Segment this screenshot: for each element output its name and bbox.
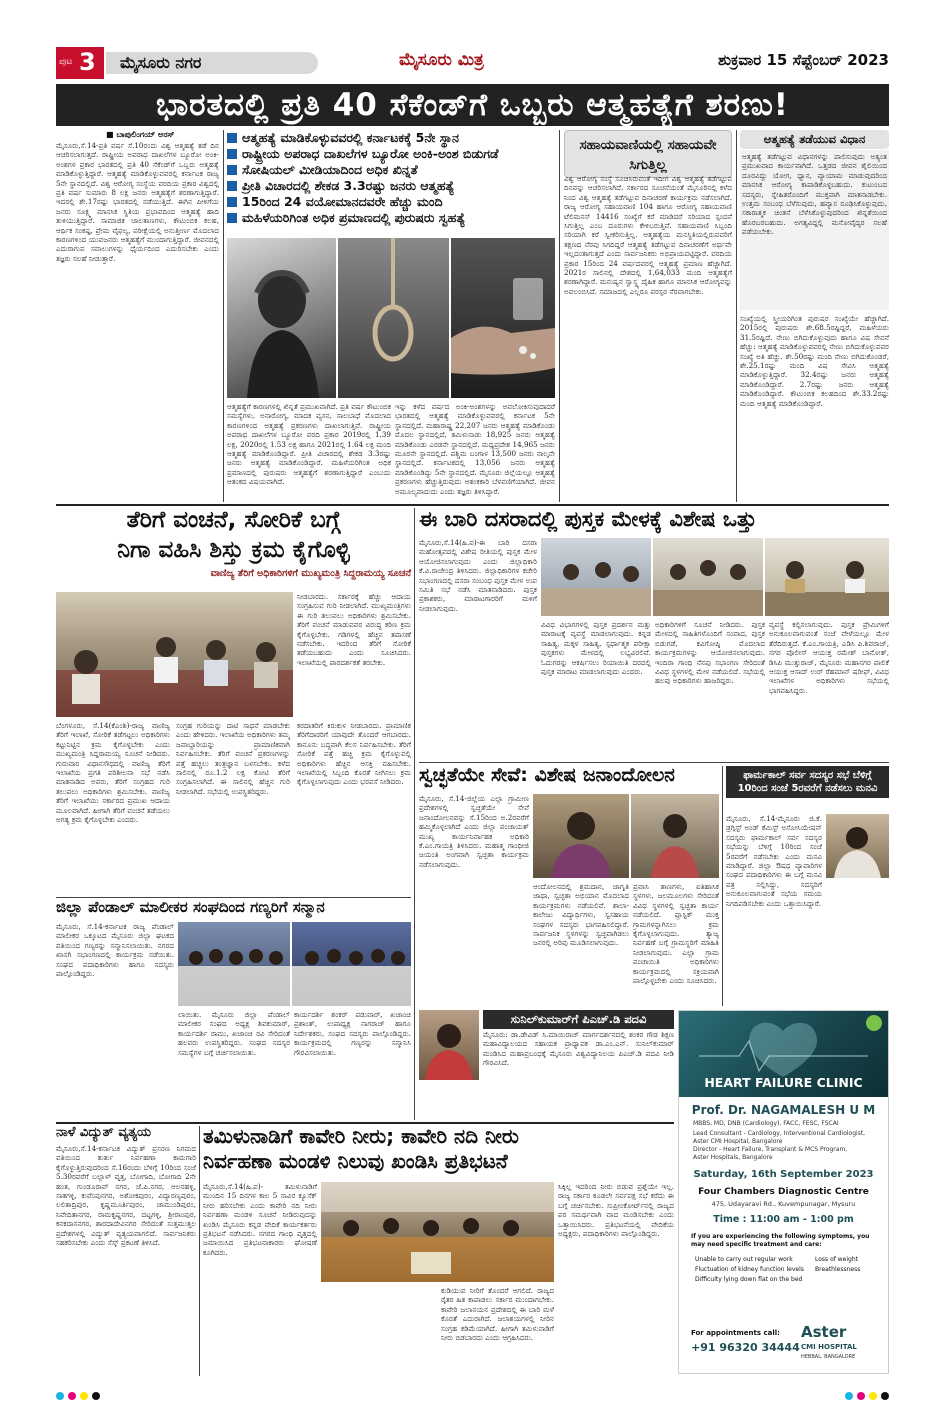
trade-side-text: ನೀಡಬಾರದು. ಸರ್ಕಾರಕ್ಕೆ ಹೆಚ್ಚು ಆದಾಯ ಸಂಗ್ರಹಿಸುವ ಗುರಿ ನೀಡಲಾಗಿದೆ. ಮುಖ್ಯಮಂತ್ರಿಗಳು ಈ ಗುರಿ ತಲುಪಲು ಅಧಿಕಾರಿಗಳು ಶ್ರಮಿಸಬೇಕು. ತೆರಿಗೆ ವಂಚನೆ ಮಾಡುವವರ ವಿರುದ್ಧ ಕಠಿಣ ಕ್ರಮ ಕೈಗೊಳ್ಳಬೇಕು. ಗಡಿಗಳಲ್ಲಿ ಹೆಚ್ಚಿನ ತಪಾಸಣೆ ನಡೆಸಬೇಕು. ಇದರಿಂದ ತೆರಿಗೆ ಸೋರಿಕೆ ತಡೆಯಬಹುದು ಎಂದು ಸೂಚಿಸಿದರು. ಇಲಾಖೆಯಲ್ಲಿ ಪಾರದರ್ಶಕತೆ ತರಬೇಕು. (297, 592, 411, 667)
page-number-box (56, 47, 104, 79)
ad-symptom: Difficulty lying down flat on the bed (695, 1276, 803, 1283)
registration-strip (56, 1392, 889, 1402)
trade-tax-story (56, 508, 411, 894)
ad-hospital-sub: CMI HOSPITAL (801, 1343, 857, 1351)
pendal-group-photo-2 (292, 922, 411, 1006)
swachh-story (419, 766, 719, 1006)
ad-hospital-name: Aster (801, 1323, 847, 1341)
dasara-meeting-photo-1 (541, 538, 651, 616)
swachh-column-1: ಮೈಸೂರು, ಸೆ.14-ಜಿಲ್ಲೆಯ ಎಲ್ಲಾ ಗ್ರಾಮೀಣ ಪ್ರದೇಶಗಳಲ್ಲಿ ಸ್ವಚ್ಛತೆಯೇ ಸೇವೆ ಜನಾಂದೋಲನವನ್ನು ಸೆ.15ರಿಂದ ಅ.2ರವರೆಗೆ ಹಮ್ಮಿಕೊಳ್ಳಲಾಗಿದೆ ಎಂದು ಜಿಲ್ಲಾ ಪಂಚಾಯತ್ ಮುಖ್ಯ ಕಾರ್ಯನಿರ್ವಾಹಕ ಅಧಿಕಾರಿ ಕೆ.ಎಂ.ಗಾಯತ್ರಿ ತಿಳಿಸಿದರು. ಮಹಾತ್ಮ ಗಾಂಧೀಜಿ ಜಯಂತಿ ಅಂಗವಾಗಿ ಸ್ವಚ್ಛತಾ ಕಾರ್ಯಕ್ರಮ ನಡೆಸಲಾಗುವುದು. (419, 794, 529, 869)
key-points-box (227, 130, 555, 236)
trade-column-2: ಸಂಗ್ರಹ ಗುರಿಯನ್ನು ದಾಟಿ ಸಾಧನೆ ಮಾಡಬೇಕು ಎಂದು ಹೇಳಿದರು. ಇಲಾಖೆಯ ಅಧಿಕಾರಿಗಳು ತಮ್ಮ ಜವಾಬ್ದಾರಿಯನ್ನು ಪ್ರಾಮಾಣಿಕವಾಗಿ ನಿರ್ವಹಿಸಬೇಕು. ತೆರಿಗೆ ವಂಚನೆ ಪ್ರಕರಣಗಳನ್ನು ಪತ್ತೆ ಹಚ್ಚಲು ತಂತ್ರಜ್ಞಾನ ಬಳಸಬೇಕು. ಕಳೆದ ಸಾಲಿನಲ್ಲಿ ರೂ.1.2 ಲಕ್ಷ ಕೋಟಿ ತೆರಿಗೆ ಸಂಗ್ರಹಿಸಲಾಗಿದೆ. ಈ ಸಾಲಿನಲ್ಲಿ ಹೆಚ್ಚಿನ ಗುರಿ ನೀಡಲಾಗಿದೆ. ಸಭೆಯಲ್ಲಿ ಉಪಸ್ಥಿತರಿದ್ದರು. (176, 721, 290, 796)
power-text: ಮೈಸೂರು,ಸೆ.14-ಕರ್ನಾಟಕ ವಿದ್ಯುತ್ ಪ್ರಸರಣ ನಿಗಮದ ವತಿಯಿಂದ ತುರ್ತು ನಿರ್ವಹಣಾ ಕಾಮಗಾರಿ ಕೈಗೊಳ್ಳುತ್ತಿರುವುದರಿಂದ ಸೆ.16ರಂದು ಬೆಳಿಗ್ಗೆ 10ರಿಂದ ಸಂಜೆ 5.30ರವರೆಗೆ ಬಲ್ಲಾಳ್ ವೃತ್ತ, ಬೋಗಾದಿ, ಬೋಗಾದಿ 2ನೇ ಹಂತ, ಗುಂಡೂರಾವ್ ನಗರ, ಜೆ.ಪಿ.ನಗರ, ಆಲನಹಳ್ಳಿ, ಸಾತಗಳ್ಳಿ, ಕುವೆಂಪುನಗರ, ಅಶೋಕಪುರಂ, ವಿದ್ಯಾರಣ್ಯಪುರಂ, ಲಲಿತಾದ್ರಿಪುರ, ಕೃಷ್ಣಮೂರ್ತಿಪುರಂ, ಚಾಮುಂಡಿಪುರಂ, ನಿವೇದಿತಾನಗರ, ರಾಮಕೃಷ್ಣನಗರ, ದಟ್ಟಗಳ್ಳಿ, ಶ್ರೀರಾಂಪುರ, ಕನಕದಾಸನಗರ, ಶಾರದಾದೇವಿನಗರ ಸೇರಿದಂತೆ ಸುತ್ತಮುತ್ತಲ ಪ್ರದೇಶಗಳಲ್ಲಿ ವಿದ್ಯುತ್ ವ್ಯತ್ಯಯವಾಗಲಿದೆ. ಸಾರ್ವಜನಿಕರು ಸಹಕರಿಸಬೇಕು ಎಂದು ಸೆಸ್ಕ್ ಪ್ರಕಟಣೆ ತಿಳಿಸಿದೆ. (56, 1144, 196, 1248)
ad-hospital-location: HEBBAL, BANGALORE (801, 1354, 856, 1360)
key-point: ಆತ್ಮಹತ್ಯೆ ಮಾಡಿಕೊಳ್ಳುವವರಲ್ಲಿ ಕರ್ನಾಟಕಕ್ಕೆ 5ನೇ ಸ್ಥಾನ (227, 130, 555, 146)
banner-headline: ಭಾರತದಲ್ಲಿ ಪ್ರತಿ 40 ಸೆಕೆಂಡ್‌ಗೆ ಒಬ್ಬರು ಆತ್ಮಹತ್ಯೆಗೆ ಶರಣು! (156, 87, 789, 123)
key-point: 15ರಿಂದ 24 ವಯೋಮಾನದವರೇ ಹೆಚ್ಚು ಮಂದಿ (227, 194, 555, 210)
key-point: ಮಹಿಳೆಯರಿಗಿಂತ ಅಧಿಕ ಪ್ರಮಾಣದಲ್ಲಿ ಪುರುಷರು ಸ್ವಹತ್ಯೆ (227, 210, 555, 226)
cauvery-story (203, 1126, 674, 1376)
trade-subhead: ವಾಣಿಜ್ಯ ತೆರಿಗೆ ಅಧಿಕಾರಿಗಳಿಗೆ ಮುಖ್ಯಮಂತ್ರಿ ಸಿದ್ದರಾಮಯ್ಯ ಸೂಚನೆ (210, 568, 411, 580)
ad-title: HEART FAILURE CLINIC (704, 1075, 863, 1090)
ad-role-2: Aster CMI Hospital, Bangalore (693, 1138, 783, 1145)
trade-column-3: ಕರದಾತರಿಗೆ ಕಿರುಕುಳ ನೀಡಬಾರದು. ಪ್ರಾಮಾಣಿಕ ತೆರಿಗೆದಾರರಿಗೆ ಯಾವುದೇ ತೊಂದರೆ ಆಗಬಾರದು. ಕಾನೂನು ಬದ್ಧವಾಗಿ ಕೆಲಸ ನಿರ್ವಹಿಸಬೇಕು. ತೆರಿಗೆ ಸೋರಿಕೆ ಪತ್ತೆ ಹಚ್ಚಿ ಕ್ರಮ ಕೈಗೊಳ್ಳುವಲ್ಲಿ ಅಧಿಕಾರಿಗಳು ಹೆಚ್ಚಿನ ಆಸಕ್ತಿ ವಹಿಸಬೇಕು. ಇಲಾಖೆಯಲ್ಲಿ ಸಿಬ್ಬಂದಿ ಕೊರತೆ ನೀಗಿಸಲು ಕ್ರಮ ಕೈಗೊಳ್ಳಲಾಗುವುದು ಎಂದು ಭರವಸೆ ನೀಡಿದರು. (297, 721, 411, 787)
prevention-text-2: ಸಂಖ್ಯೆಯಲ್ಲಿ ಸ್ತ್ರೀಯರಿಗಿಂತ ಪುರುಷರ ಸಂಖ್ಯೆಯೇ ಹೆಚ್ಚಾಗಿದೆ. 2015ರಲ್ಲಿ ಪುರುಷರು ಶೇ.68.5ರಷ್ಟಿದ್ದರೆ, ಮಹಿಳೆಯರು 31.5ರಷ್ಟಿದೆ. ನೇಣು ಬಿಗಿದುಕೊಳ್ಳುವುದು ಹಾಗೂ ವಿಷ ಸೇವನೆ ಹೆಚ್ಚು: ಆತ್ಮಹತ್ಯೆ ಮಾಡಿಕೊಳ್ಳುವವರಲ್ಲಿ ನೇಣು ಬಿಗಿದುಕೊಳ್ಳುವವರ ಸಂಖ್ಯೆ ಅತಿ ಹೆಚ್ಚು. ಶೇ.50ರಷ್ಟು ಮಂದಿ ನೇಣು ಬಿಗಿದುಕೊಂಡರೆ, ಶೇ.25.1ರಷ್ಟು ಮಂದಿ ವಿಷ ಸೇವಿಸಿ ಆತ್ಮಹತ್ಯೆ ಮಾಡಿಕೊಳ್ಳುತ್ತಿದ್ದಾರೆ. 32.4ರಷ್ಟು ಜನರು ಆತ್ಮಹತ್ಯೆ ಮಾಡಿಕೊಂಡಿದ್ದಾರೆ. 2.7ರಷ್ಟು ಜನರು ಆತ್ಮಹತ್ಯೆ ಮಾಡಿಕೊಂಡಿದ್ದಾರೆ. ಕೌಟುಂಬಿಕ ಕಲಹದಿಂದ ಶೇ.33.2ರಷ್ಟು ಮಂದಿ ಆತ್ಮಹತ್ಯೆ ಮಾಡಿಕೊಂಡಿದ್ದಾರೆ. (740, 314, 889, 408)
ad-role-1: Lead Consultant - Cardiology, Interventional Cardiologist, (693, 1130, 866, 1137)
ad-time: Time : 11:00 am - 1:00 pm (713, 1214, 854, 1225)
pharma-story (726, 766, 889, 1006)
dasara-column-3: ಅಧಿಕಾರಿಗಳಿಗೆ ಸೂಚನೆ ನೀಡಿದರು. ಪುಸ್ತಕ ಮೇಳದಲ್ಲಿ ಸಾಹಿತಿಗಳೊಂದಿಗೆ ಸಂವಾದ, ಪುಸ್ತಕ ಬಿಡುಗಡೆ, ಕವಿಗೋಷ್ಠಿ ಮೊದಲಾದ ಕಾರ್ಯಕ್ರಮಗಳನ್ನು ಆಯೋಜಿಸಲಾಗುವುದು. ಇಂದಿರಾ ಗಾಂಧಿ ನೆನಪು ಸಭಾಂಗಣ ಸೇರಿದಂತೆ ವಿವಿಧ ಸ್ಥಳಗಳಲ್ಲಿ ಮೇಳ ನಡೆಯಲಿದೆ. ಸಭೆಯಲ್ಲಿ ಹಲವು ಅಧಿಕಾರಿಗಳು ಹಾಜರಿದ್ದರು. (655, 620, 765, 686)
helpline-text: ವಿಶ್ವ ಆರೋಗ್ಯ ಸಂಸ್ಥೆ ಸೂಚಿಸಿರುವಂತೆ ಇದೀಗ ವಿಶ್ವ ಆತ್ಮಹತ್ಯೆ ತಡೆಗಟ್ಟುವ ದಿನವನ್ನು ಆಚರಿಸಲಾಗಿದೆ. ಸರ್ಕಾರದ ಸೂಚನೆಯಂತೆ ಮೈಸೂರಿನಲ್ಲಿ ಕಳೆದ ನಿಂದ ವಿಶ್ವ ಆತ್ಮಹತ್ಯೆ ತಡೆಗಟ್ಟುವ ದಿನಾಚರಣೆ ಕಾರ್ಯಕ್ರಮ ನಡೆಸಲಾಗಿದೆ. ರಾಜ್ಯ ಆರೋಗ್ಯ ಸಹಾಯವಾಣಿ 104 ಹಾಗೂ ಆರೋಗ್ಯ ಸಹಾಯವಾಣಿ ಟೆಲಿಮನಸ್ 14416 ಸಂಖ್ಯೆಗೆ ಕರೆ ಮಾಡಿದರೆ ಸರಿಯಾದ ಸ್ಪಂದನೆ ಸಿಗುತ್ತಿಲ್ಲ ಎಂಬ ದೂರುಗಳು ಕೇಳಿಬರುತ್ತಿವೆ. ಸಹಾಯವಾಣಿ ಸಿಬ್ಬಂದಿ ಸರಿಯಾಗಿ ಕರೆ ಸ್ವೀಕರಿಸುತ್ತಿಲ್ಲ. ಆತ್ಮಹತ್ಯೆಯ ಮನಸ್ಥಿತಿಯಲ್ಲಿರುವವರಿಗೆ ತಕ್ಷಣದ ನೆರವು ಸಿಗದಿದ್ದರೆ ಆತ್ಮಹತ್ಯೆ ತಡೆಗಟ್ಟುವ ದಿನಾಚರಣೆಗೆ ಅರ್ಥವೇ ಇಲ್ಲದಂತಾಗುತ್ತದೆ ಎಂದು ಸಾರ್ವಜನಿಕರು ಅಭಿಪ್ರಾಯಪಟ್ಟಿದ್ದಾರೆ. ವರದಿಯ ಪ್ರಕಾರ 15ರಿಂದ 24 ವರ್ಷದವರಲ್ಲಿ ಆತ್ಮಹತ್ಯೆ ಪ್ರಮಾಣ ಹೆಚ್ಚಾಗಿದೆ. 2021ರ ಸಾಲಿನಲ್ಲಿ ದೇಶದಲ್ಲಿ 1,64,033 ಮಂದಿ ಆತ್ಮಹತ್ಯೆಗೆ ಶರಣಾಗಿದ್ದಾರೆ. ಮನುಷ್ಯನ ಸ್ವಾಸ್ಥ್ಯ ದೈಹಿಕ ಹಾಗೂ ಮಾನಸಿಕ ಆರೋಗ್ಯವನ್ನು ಅವಲಂಬಿಸಿದೆ. ಸಮಾಜದಲ್ಲಿ ಎಲ್ಲರೂ ಪರಸ್ಪರ ನೆರವಾಗಬೇಕು. (564, 174, 732, 296)
dasara-column-4: ವ್ಯವಸ್ಥೆ ಕಲ್ಪಿಸಲಾಗುವುದು. ಪುಸ್ತಕ ಪ್ರೇಮಿಗಳಿಗೆ ಅನುಕೂಲವಾಗುವಂತೆ ಸಂಜೆ ವೇಳೆಯಲ್ಲೂ ಮೇಳ ತೆರೆದಿರುತ್ತದೆ. ಕೆ.ಎಂ.ಗಾಯತ್ರಿ, ಎಡಿಸಿ ಪಿ.ಶಿವರಾಜ್, ನಗರ ಪೊಲೀಸ್ ಆಯುಕ್ತ ರಮೇಶ್ ಬಾನೋತ್, ಡಿಸಿಪಿ ಮುತ್ತುರಾಜ್, ಮೈಸೂರು ಮಹಾನಗರ ಪಾಲಿಕೆ ಆಯುಕ್ತ ಆಸಾದ್ ಉರ್ ರೆಹಮಾನ್ ಷರೀಫ್, ವಿವಿಧ ಇಲಾಖೆಗಳ ಅಧಿಕಾರಿಗಳು ಸಭೆಯಲ್ಲಿ ಭಾಗವಹಿಸಿದ್ದರು. (769, 620, 889, 695)
key-point: ಪ್ರೀತಿ ವಿಚಾರದಲ್ಲಿ ಶೇಕಡ 3.3ರಷ್ಟು ಜನರು ಆತ್ಮಹತ್ಯೆ (227, 178, 555, 194)
byline: ■ ಬಾಪುಲಿಂಗಯ್ ಅರಸ್ (106, 130, 175, 139)
masthead (56, 47, 889, 79)
phd-person-photo (419, 1010, 479, 1080)
ad-role-3: Director - Heart Failure, Transplant & MCS Program, (693, 1146, 848, 1153)
paper-name: ಮೈಸೂರು ಮಿತ್ರ (399, 50, 484, 70)
prevention-box (740, 130, 889, 502)
pharma-text: ಮೈಸೂರು, ಸೆ.14-ಮೈಸೂರು ಜಿ.ಕೆ. ಡ್ರಗ್ಗಿಸ್ಟ್ ಅಂಡ್ ಕೆಮಿಸ್ಟ್ ಅಸೋಸಿಯೇಷನ್ ಸದಸ್ಯರು ಫಾರ್ಮಕಾಲ್ ಸರ್ವ ಸದಸ್ಯರ ಸಭೆಯನ್ನು ಬೆಳಿಗ್ಗೆ 10ರಿಂದ ಸಂಜೆ 5ರವರೆಗೆ ನಡೆಸಬೇಕು ಎಂದು ಮನವಿ ಮಾಡಿದ್ದಾರೆ. ಜಿಲ್ಲಾ ಔಷಧ ವ್ಯಾಪಾರಿಗಳ ಸಂಘದ ಪದಾಧಿಕಾರಿಗಳು ಈ ಬಗ್ಗೆ ಮನವಿ ಪತ್ರ ಸಲ್ಲಿಸಿದ್ದು, ಸದಸ್ಯರಿಗೆ ಅನುಕೂಲವಾಗುವಂತೆ ಸಭೆಯ ಸಮಯ ನಿಗದಿಪಡಿಸಬೇಕು ಎಂದು ಒತ್ತಾಯಿಸಿದ್ದಾರೆ. (726, 814, 822, 908)
pharma-person-photo (826, 814, 889, 878)
ad-symptom: Unable to carry out regular work (695, 1256, 793, 1263)
section-name: ಮೈಸೂರು ನಗರ (120, 53, 202, 72)
cauvery-column-1b (321, 1286, 437, 1376)
power-headline: ನಾಳೆ ವಿದ್ಯುತ್ ವ್ಯತ್ಯಯ (56, 1125, 152, 1140)
issue-date: ಶುಕ್ರವಾರ 15 ಸೆಪ್ಟೆಂಬರ್ 2023 (718, 51, 889, 69)
phd-story (419, 1010, 674, 1118)
ad-appt-label: For appointments call: (691, 1329, 780, 1337)
swachh-column-3: ಪ್ರವಾಸಿ ತಾಣಗಳು, ಐತಿಹಾಸಿಕ ಸ್ಥಳಗಳು, ಜಲಮೂಲಗಳು ಸೇರಿದಂತೆ ವಿವಿಧ ಸ್ಥಳಗಳಲ್ಲಿ ಸ್ವಚ್ಛತಾ ಕಾರ್ಯ ನಡೆಯಲಿದೆ. ಪ್ಲಾಸ್ಟಿಕ್ ಮುಕ್ತ ಗ್ರಾಮಗಳನ್ನಾಗಿಸಲು ಕ್ರಮ ಕೈಗೊಳ್ಳಲಾಗುವುದು. ತ್ಯಾಜ್ಯ ನಿರ್ವಹಣೆ ಬಗ್ಗೆ ಗ್ರಾಮಸ್ಥರಿಗೆ ಮಾಹಿತಿ ನೀಡಲಾಗುವುದು. ಎಲ್ಲಾ ಗ್ರಾಮ ಪಂಚಾಯಿತಿ ಅಧಿಕಾರಿಗಳು ಕಾರ್ಯಕ್ರಮದಲ್ಲಿ ಸಕ್ರಿಯವಾಗಿ ಪಾಲ್ಗೊಳ್ಳಬೇಕು ಎಂದು ಸೂಚಿಸಿದರು. (633, 882, 719, 986)
story-column-1: ಮೈಸೂರು,ಸೆ.14-ಪ್ರತಿ ವರ್ಷ ಸೆ.10ರಂದು ವಿಶ್ವ ಆತ್ಮಹತ್ಯೆ ತಡೆ ದಿನ ಆಚರಿಸಲಾಗುತ್ತದೆ. ರಾಷ್ಟ್ರೀಯ ಅಪರಾಧ ದಾಖಲೆಗಳ ಬ್ಯೂರೋ ಅಂಕಿ-ಅಂಶಗಳ ಪ್ರಕಾರ ಭಾರತದಲ್ಲಿ ಪ್ರತಿ 40 ಸೆಕೆಂಡ್‌ಗೆ ಒಬ್ಬರು ಆತ್ಮಹತ್ಯೆ ಮಾಡಿಕೊಳ್ಳುತ್ತಿದ್ದಾರೆ. ಆತ್ಮಹತ್ಯೆ ಮಾಡಿಕೊಳ್ಳುವವರಲ್ಲಿ ಕರ್ನಾಟಕ ರಾಜ್ಯ 5ನೇ ಸ್ಥಾನದಲ್ಲಿದೆ. ವಿಶ್ವ ಆರೋಗ್ಯ ಸಂಸ್ಥೆಯ ವರದಿಯ ಪ್ರಕಾರ ವಿಶ್ವದಲ್ಲಿ ಪ್ರತಿ ವರ್ಷ ಸುಮಾರು 8 ಲಕ್ಷ ಜನರು ಆತ್ಮಹತ್ಯೆಗೆ ಶರಣಾಗುತ್ತಿದ್ದಾರೆ. ಇದರಲ್ಲಿ ಶೇ.17ರಷ್ಟು ಭಾರತದಲ್ಲಿ ನಡೆಯುತ್ತಿದೆ. ಈಗಿನ ಪೀಳಿಗೆಯ ಜನರು ಸೂಕ್ಷ್ಮ ಮಾನಸಿಕ ಸ್ಥಿತಿಯ ಪ್ರಭಾವದಿಂದ ಆತ್ಮಹತ್ಯೆ ಹಾದಿ ತುಳಿಯುತ್ತಿದ್ದಾರೆ. ಸಾಮಾಜಿಕ ಜಾಲತಾಣಗಳು, ಕೌಟುಂಬಿಕ ಕಲಹ, ಆರ್ಥಿಕ ಸಂಕಷ್ಟ, ಪ್ರೇಮ ವೈಫಲ್ಯ, ಪರೀಕ್ಷೆಯಲ್ಲಿ ಅನುತ್ತೀರ್ಣ ಮೊದಲಾದ ಕಾರಣಗಳಿಂದ ಯುವಜನರು ಆತ್ಮಹತ್ಯೆಗೆ ಮುಂದಾಗುತ್ತಿದ್ದಾರೆ. ಜೀವನದಲ್ಲಿ ಎದುರಾಗುವ ಸವಾಲುಗಳನ್ನು ಧೈರ್ಯದಿಂದ ಎದುರಿಸಬೇಕು ಎಂದು ತಜ್ಞರು ಸಲಹೆ ನೀಡುತ್ತಾರೆ. (56, 141, 219, 263)
dasara-headline: ಈ ಬಾರಿ ದಸರಾದಲ್ಲಿ ಪುಸ್ತಕ ಮೇಳಕ್ಕೆ ವಿಶೇಷ ಒತ್ತು (419, 507, 757, 531)
ad-address: 475, Udayaravi Rd., Kuvempunagar, Mysuru (711, 1200, 856, 1208)
trade-headline-line1: ತೆರಿಗೆ ವಂಚನೆ, ಸೋರಿಕೆ ಬಗ್ಗೆ (126, 507, 341, 533)
aster-logo-icon (866, 1015, 882, 1031)
suicide-story (56, 130, 889, 502)
helpline-box (564, 130, 732, 502)
helpline-title: ಸಹಾಯವಾಣಿಯಲ್ಲಿ ಸಹಾಯವೇ ಸಿಗುತ್ತಿಲ್ಲ (564, 130, 732, 178)
ad-doctor: Prof. Dr. NAGAMALESH U M (691, 1103, 876, 1117)
swachh-headline: ಸ್ವಚ್ಛತೆಯೇ ಸೇವೆ: ವಿಶೇಷ ಜನಾಂದೋಲನ (419, 764, 675, 786)
key-point: ಸೋಷಿಯಲ್ ಮೀಡಿಯಾದಿಂದ ಅಧಿಕ ಖಿನ್ನತೆ (227, 162, 555, 178)
pendal-column-1: ಮೈಸೂರು, ಸೆ.14-ಕರ್ನಾಟಕ ರಾಜ್ಯ ಪೆಂಡಾಲ್ ಮಾಲೀಕರ ಒಕ್ಕೂಟದ ಮೈಸೂರು ಜಿಲ್ಲಾ ಘಟಕದ ವತಿಯಿಂದ ಗಣ್ಯರನ್ನು ಸನ್ಮಾನಿಸಲಾಯಿತು. ನಗರದ ಖಾಸಗಿ ಸಭಾಂಗಣದಲ್ಲಿ ಕಾರ್ಯಕ್ರಮ ನಡೆಯಿತು. ಸಂಘದ ಪದಾಧಿಕಾರಿಗಳು ಹಾಗೂ ಸದಸ್ಯರು ಪಾಲ್ಗೊಂಡಿದ್ದರು. (56, 922, 174, 979)
page-number: 3 (79, 48, 96, 76)
cauvery-headline-line2: ನಿರ್ವಹಣಾ ಮಂಡಳಿ ನಿಲುವು ಖಂಡಿಸಿ ಪ್ರತಿಭಟನೆ (203, 1149, 508, 1173)
dasara-officials-photo (765, 538, 889, 616)
noose-photo (338, 238, 449, 398)
ad-symptom: Fluctuation of kidney function levels (695, 1266, 804, 1273)
prevention-title: ಆತ್ಮಹತ್ಯೆ ತಡೆಯುವ ವಿಧಾನ (740, 130, 889, 149)
dasara-column-1: ಮೈಸೂರು,ಸೆ.14(ಹಿ.ಪ)-ಈ ಬಾರಿ ದಸರಾ ಮಹೋತ್ಸವದಲ್ಲಿ ವಿಶೇಷ ರೀತಿಯಲ್ಲಿ ಪುಸ್ತಕ ಮೇಳ ಆಯೋಜಿಸಲಾಗುವುದು ಎಂದು ಜಿಲ್ಲಾಧಿಕಾರಿ ಕೆ.ವಿ.ರಾಜೇಂದ್ರ ತಿಳಿಸಿದರು. ಜಿಲ್ಲಾಧಿಕಾರಿಗಳ ಕಚೇರಿ ಸಭಾಂಗಣದಲ್ಲಿ ದಸರಾ ಸಂಬಂಧ ಪುಸ್ತಕ ಮೇಳ ಉಪ ಸಮಿತಿ ಸಭೆ ನಡೆಸಿ ಮಾತನಾಡಿದರು. ಪುಸ್ತಕ ಪ್ರಕಾಶಕರು, ಮಾರಾಟಗಾರರಿಗೆ ಮಳಿಗೆ ನೀಡಲಾಗುವುದು. (419, 538, 537, 613)
cauvery-column-2: ಕುಡಿಯುವ ನೀರಿಗೆ ತೊಂದರೆ ಆಗಲಿದೆ. ರಾಜ್ಯದ ರೈತರ ಹಿತ ಕಾಪಾಡಲು ಸರ್ಕಾರ ಮುಂದಾಗಬೇಕು. ಕಾವೇರಿ ಜಲಾನಯನ ಪ್ರದೇಶದಲ್ಲಿ ಈ ಬಾರಿ ಮಳೆ ಕೊರತೆ ಎದುರಾಗಿದೆ. ಜಲಾಶಯಗಳಲ್ಲಿ ನೀರಿನ ಸಂಗ್ರಹ ಕಡಿಮೆಯಾಗಿದೆ. ಹೀಗಾಗಿ ತಮಿಳುನಾಡಿಗೆ ನೀರು ಬಿಡಬಾರದು ಎಂದು ಆಗ್ರಹಿಸಿದರು. (441, 1286, 554, 1343)
pendal-headline: ಜಿಲ್ಲಾ ಪೆಂಡಾಲ್ ಮಾಲೀಕರ ಸಂಘದಿಂದ ಗಣ್ಯರಿಗೆ ಸನ್ಮಾನ (56, 898, 325, 916)
ad-phone: +91 96320 34444 (691, 1341, 800, 1354)
power-outage-story (56, 1126, 196, 1376)
pendal-group-photo-1 (178, 922, 290, 1006)
pendal-story (56, 900, 411, 1120)
ad-header-image (679, 1011, 888, 1097)
ad-symptoms-intro: If you are experiencing the following symptoms, you may need specific treatment and care: (691, 1233, 870, 1248)
cauvery-column-3: ಸಿಕ್ಕಿಲ್ಲ ಇದರಿಂದ ನೀರು ಬಿಡುವ ಪ್ರಶ್ನೆಯೇ ಇಲ್ಲ. ರಾಜ್ಯ ಸರ್ಕಾರ ಕೂಡಲೇ ಸರ್ವಪಕ್ಷ ಸಭೆ ಕರೆದು ಈ ಬಗ್ಗೆ ಚರ್ಚಿಸಬೇಕು. ಸುಪ್ರೀಂಕೋರ್ಟ್‌ನಲ್ಲಿ ರಾಜ್ಯದ ಪರ ಸಮರ್ಥವಾಗಿ ವಾದ ಮಂಡಿಸಬೇಕು ಎಂದು ಒತ್ತಾಯಿಸಿದರು. ಪ್ರತಿಭಟನೆಯಲ್ಲಿ ವೇದಿಕೆಯ ಅಧ್ಯಕ್ಷರು, ಪದಾಧಿಕಾರಿಗಳು ಪಾಲ್ಗೊಂಡಿದ್ದರು. (558, 1182, 674, 1239)
cauvery-headline-line1: ತಮಿಳುನಾಡಿಗೆ ಕಾವೇರಿ ನೀರು; ಕಾವೇರಿ ನದಿ ನೀರು (203, 1124, 519, 1148)
phd-text: ಮೈಸೂರು: ಡಾ.ಡೇವಿಡ್ ಸಿ.ಮಾಯಿರಾಜ್ ಮಾರ್ಗದರ್ಶನದಲ್ಲಿ ಶಂಕರ ಗೌಡ ಶಿಕ್ಷಣ ಮಹಾವಿದ್ಯಾಲಯದ ಸಹಾಯಕ ಪ್ರಾಧ್ಯಾಪಕ ಡಾ.ಎಂ.ಎನ್. ಸುನಿಲ್‌ಕುಮಾರ್ ಮಂಡಿಸಿದ ಮಹಾಪ್ರಬಂಧಕ್ಕೆ ಮೈಸೂರು ವಿಶ್ವವಿದ್ಯಾನಿಲಯ ಪಿಎಚ್.ಡಿ ಪದವಿ ನೀಡಿ ಗೌರವಿಸಿದೆ. (483, 1030, 674, 1068)
aster-ad (678, 1010, 889, 1374)
ad-venue: Four Chambers Diagnostic Centre (698, 1187, 869, 1197)
pharma-headline: ಫಾರ್ಮಕಾಲ್ ಸರ್ವ ಸದಸ್ಯರ ಸಭೆ ಬೆಳಿಗ್ಗೆ 10ರಿಂದ ಸಂಜೆ 5ರವರೆಗೆ ನಡೆಸಲು ಮನವಿ (726, 766, 889, 798)
story-column-2: ಆತ್ಮಹತ್ಯೆಗೆ ಕಾರಣಗಳಲ್ಲಿ ಖಿನ್ನತೆ ಪ್ರಮುಖವಾಗಿದೆ. ಪ್ರತಿ ವರ್ಷ ಕೌಟುಂಬಿಕ ಸಮಸ್ಯೆಗಳು, ಅನಾರೋಗ್ಯ, ಮಾದಕ ವ್ಯಸನ, ಸಾಲಬಾಧೆ ಮೊದಲಾದ ಕಾರಣಗಳಿಂದ ಆತ್ಮಹತ್ಯೆ ಪ್ರಕರಣಗಳು ದಾಖಲಾಗುತ್ತಿವೆ. ರಾಷ್ಟ್ರೀಯ ಅಪರಾಧ ದಾಖಲೆಗಳ ಬ್ಯೂರೋ ವರದಿ ಪ್ರಕಾರ 2019ರಲ್ಲಿ 1.39 ಲಕ್ಷ, 2020ರಲ್ಲಿ 1.53 ಲಕ್ಷ ಹಾಗೂ 2021ರಲ್ಲಿ 1.64 ಲಕ್ಷ ಮಂದಿ ಆತ್ಮಹತ್ಯೆ ಮಾಡಿಕೊಂಡಿದ್ದಾರೆ. ಪ್ರೀತಿ ವಿಚಾರದಲ್ಲಿ ಶೇಕಡ 3.3ರಷ್ಟು ಜನರು ಆತ್ಮಹತ್ಯೆ ಮಾಡಿಕೊಂಡಿದ್ದಾರೆ. ಮಹಿಳೆಯರಿಗಿಂತ ಅಧಿಕ ಪ್ರಮಾಣದಲ್ಲಿ ಪುರುಷರು ಆತ್ಮಹತ್ಯೆಗೆ ಶರಣಾಗುತ್ತಿದ್ದಾರೆ ಎಂಬುದು ಆತಂಕದ ವಿಷಯವಾಗಿದೆ. (227, 402, 391, 487)
ad-symptom: Breathlessness (815, 1266, 861, 1273)
dasara-column-2: ವಿವಿಧ ವಿಭಾಗಗಳಲ್ಲಿ ಪುಸ್ತಕ ಪ್ರದರ್ಶನ ಮತ್ತು ಮಾರಾಟಕ್ಕೆ ವ್ಯವಸ್ಥೆ ಮಾಡಲಾಗುವುದು. ಕನ್ನಡ ಸಾಹಿತ್ಯ, ಮಕ್ಕಳ ಸಾಹಿತ್ಯ, ಸ್ಪರ್ಧಾತ್ಮಕ ಪರೀಕ್ಷಾ ಪುಸ್ತಕಗಳು ಮೇಳದಲ್ಲಿ ಲಭ್ಯವಿರಲಿವೆ. ಓದುಗರನ್ನು ಆಕರ್ಷಿಸಲು ರಿಯಾಯಿತಿ ದರದಲ್ಲಿ ಪುಸ್ತಕ ಮಾರಾಟ ಮಾಡಲಾಗುವುದು ಎಂದರು. (541, 620, 651, 677)
banner-headline-bar (56, 84, 889, 126)
page-label: ಪುಟ (59, 57, 73, 67)
ad-quals: MBBS, MD, DNB (Cardiology), FACC, FESC, FSCAI (693, 1120, 839, 1127)
swachh-official-photo (533, 794, 629, 878)
key-point: ರಾಷ್ಟ್ರೀಯ ಅಪರಾಧ ದಾಖಲೆಗಳ ಬ್ಯೂರೋ ಅಂಕಿ-ಅಂಶ ಬಿಡುಗಡೆ (227, 146, 555, 162)
trade-headline-line2: ನಿಗಾ ವಹಿಸಿ ಶಿಸ್ತು ಕ್ರಮ ಕೈಗೊಳ್ಳಿ (117, 537, 350, 564)
section-tab (106, 52, 318, 74)
cauvery-protest-photo (321, 1182, 554, 1282)
distressed-person-photo (227, 238, 336, 398)
pendal-column-2: ಲಾಯಿತು. ಮೈಸೂರು ಜಿಲ್ಲಾ ಪೆಂಡಾಲ್ ಮಾಲೀಕರ ಸಂಘದ ಅಧ್ಯಕ್ಷ ಶಿವಕುಮಾರ್, ಕಾರ್ಯದರ್ಶಿ ರಾಮು, ಖಜಾಂಚಿ ರವಿ ಸೇರಿದಂತೆ ಹಲವರು ಉಪಸ್ಥಿತರಿದ್ದರು. ಸಂಘದ ಸದಸ್ಯರ ಸಮಸ್ಯೆಗಳ ಬಗ್ಗೆ ಚರ್ಚಿಸಲಾಯಿತು. (178, 1010, 290, 1057)
cm-meeting-photo (56, 592, 293, 717)
phd-headline: ಸುನಿಲ್‌ಕುಮಾರ್‌ಗೆ ಪಿಎಚ್.ಡಿ ಪದವಿ (483, 1010, 674, 1029)
prevention-text: ಆತ್ಮಹತ್ಯೆ ತಡೆಗಟ್ಟುವ ವಿಧಾನಗಳನ್ನು ಪಾಲಿಸುವುದು ಅತ್ಯಂತ ಪ್ರಮುಖವಾದ ಕಾರ್ಯವಾಗಿದೆ. ಒತ್ತಡದ ಜೀವನ ಶೈಲಿಯಿಂದ ದೂರವಿದ್ದು ಯೋಗ, ಧ್ಯಾನ, ವ್ಯಾಯಾಮ ಮಾಡುವುದರಿಂದ ಮಾನಸಿಕ ಆರೋಗ್ಯ ಕಾಪಾಡಿಕೊಳ್ಳಬಹುದು. ಕುಟುಂಬದ ಸದಸ್ಯರು, ಸ್ನೇಹಿತರೊಂದಿಗೆ ಮುಕ್ತವಾಗಿ ಮಾತನಾಡಬೇಕು. ಉತ್ತಮ ಸಂಬಂಧ ಬೆಳೆಸುವುದು, ಹವ್ಯಾಸ ರೂಢಿಸಿಕೊಳ್ಳುವುದು, ಸಕಾರಾತ್ಮಕ ಚಿಂತನೆ ಬೆಳೆಸಿಕೊಳ್ಳುವುದರಿಂದ ಖಿನ್ನತೆಯಿಂದ ಹೊರಬರಬಹುದು. ಅಗತ್ಯವಿದ್ದಲ್ಲಿ ಮನೋವೈದ್ಯರ ಸಲಹೆ ಪಡೆಯಬೇಕು. (740, 150, 889, 310)
story-column-3: ಇನ್ನು ಕಳೆದ ವರ್ಷದ ಅಂಕಿ-ಅಂಶಗಳನ್ನು ಅವಲೋಕಿಸುವುದಾದರೆ ಭಾರತದಲ್ಲಿ ಆತ್ಮಹತ್ಯೆ ಮಾಡಿಕೊಳ್ಳುವವರಲ್ಲಿ ಕರ್ನಾಟಕ 5ನೇ ಸ್ಥಾನದಲ್ಲಿದೆ. ಮಹಾರಾಷ್ಟ್ರ 22,207 ಜನರು ಆತ್ಮಹತ್ಯೆ ಮಾಡಿಕೊಂಡು ಮೊದಲ ಸ್ಥಾನದಲ್ಲಿದೆ, ತಮಿಳುನಾಡು 18,925 ಜನರು ಆತ್ಮಹತ್ಯೆ ಮಾಡಿಕೊಂಡು ಎರಡನೇ ಸ್ಥಾನದಲ್ಲಿದೆ. ಮಧ್ಯಪ್ರದೇಶ 14,965 ಜನರು ಮೂರನೇ ಸ್ಥಾನದಲ್ಲಿದೆ. ಪಶ್ಚಿಮ ಬಂಗಾಳ 13,500 ಜನರು ನಾಲ್ಕನೇ ಸ್ಥಾನದಲ್ಲಿದೆ. ಕರ್ನಾಟಕದಲ್ಲಿ 13,056 ಜನರು ಆತ್ಮಹತ್ಯೆ ಮಾಡಿಕೊಂಡಿದ್ದು 5ನೇ ಸ್ಥಾನದಲ್ಲಿದೆ. ಮೈಸೂರು ಜಿಲ್ಲೆಯಲ್ಲೂ ಆತ್ಮಹತ್ಯೆ ಪ್ರಕರಣಗಳು ಹೆಚ್ಚುತ್ತಿರುವುದು ಆತಂಕಕಾರಿ ಬೆಳವಣಿಗೆಯಾಗಿದೆ. ಜೀವನ ಅಮೂಲ್ಯವಾದುದು ಎಂದು ತಜ್ಞರು ತಿಳಿಸಿದ್ದಾರೆ. (395, 402, 555, 496)
dasara-meeting-photo-2 (653, 538, 763, 616)
trade-column-1: ಬೆಂಗಳೂರು, ಸೆ.14(ಕೆಎಂಶಿ)-ರಾಜ್ಯ ವಾಣಿಜ್ಯ ತೆರಿಗೆ ಇಲಾಖೆ, ಸೋರಿಕೆ ತಡೆಗಟ್ಟಲು ಅಧಿಕಾರಿಗಳು ಕಟ್ಟುನಿಟ್ಟಿನ ಕ್ರಮ ಕೈಗೊಳ್ಳಬೇಕು ಎಂದು ಮುಖ್ಯಮಂತ್ರಿ ಸಿದ್ದರಾಮಯ್ಯ ಸೂಚನೆ ನೀಡಿದರು. ಗುರುವಾರ ವಿಧಾನಸೌಧದಲ್ಲಿ ವಾಣಿಜ್ಯ ತೆರಿಗೆ ಇಲಾಖೆಯ ಪ್ರಗತಿ ಪರಿಶೀಲನಾ ಸಭೆ ನಡೆಸಿ ಮಾತನಾಡಿದ ಅವರು, ತೆರಿಗೆ ಸಂಗ್ರಹದ ಗುರಿ ತಲುಪಲು ಅಧಿಕಾರಿಗಳು ಶ್ರಮಿಸಬೇಕು. ವಾಣಿಜ್ಯ ತೆರಿಗೆ ಇಲಾಖೆಯು ಸರ್ಕಾರದ ಪ್ರಮುಖ ಆದಾಯ ಮೂಲವಾಗಿದೆ. ಹೀಗಾಗಿ ತೆರಿಗೆ ವಂಚನೆ ತಡೆಯಲು ಅಗತ್ಯ ಕ್ರಮ ಕೈಗೊಳ್ಳಬೇಕು ಎಂದರು. (56, 721, 170, 825)
ad-date: Saturday, 16th September 2023 (693, 1169, 874, 1180)
swachh-meeting-photo (631, 794, 719, 878)
dasara-story (419, 508, 889, 758)
swachh-column-2: ಆಂದೋಲನದಲ್ಲಿ ಶ್ರಮದಾನ, ಜಾಗೃತಿ ಜಾಥಾ, ಸ್ವಚ್ಛತಾ ಅಭಿಯಾನ ಮೊದಲಾದ ಕಾರ್ಯಕ್ರಮಗಳು ನಡೆಯಲಿವೆ. ಶಾಲಾ-ಕಾಲೇಜು ವಿದ್ಯಾರ್ಥಿಗಳು, ಸ್ವಸಹಾಯ ಸಂಘಗಳ ಸದಸ್ಯರು ಭಾಗವಹಿಸಲಿದ್ದಾರೆ. ಸಾರ್ವಜನಿಕ ಸ್ಥಳಗಳನ್ನು ಸ್ವಚ್ಛವಾಗಿಡಲು ಜನರಲ್ಲಿ ಅರಿವು ಮೂಡಿಸಲಾಗುವುದು. (533, 882, 629, 948)
hand-pills-photo (451, 238, 555, 398)
ad-symptom: Loss of weight (815, 1256, 858, 1263)
cauvery-column-1: ಮೈಸೂರು,ಸೆ.14(ಹಿ.ಪ)- ತಮಿಳುನಾಡಿಗೆ ಮುಂದಿನ 15 ದಿನಗಳ ಕಾಲ 5 ಸಾವಿರ ಕ್ಯೂಸೆಕ್ ನೀರು ಹರಿಸಬೇಕು ಎಂದು ಕಾವೇರಿ ನದಿ ನೀರು ನಿರ್ವಹಣಾ ಮಂಡಳಿ ಸೂಚನೆ ನೀಡಿರುವುದನ್ನು ಖಂಡಿಸಿ ಮೈಸೂರು ಕನ್ನಡ ವೇದಿಕೆ ಕಾರ್ಯಕರ್ತರು ಪ್ರತಿಭಟನೆ ನಡೆಸಿದರು. ನಗರದ ಗಾಂಧಿ ವೃತ್ತದಲ್ಲಿ ಜಮಾಯಿಸಿದ ಪ್ರತಿಭಟನಾಕಾರರು ಘೋಷಣೆ ಕೂಗಿದರು. (203, 1182, 317, 1257)
ad-role-4: Aster Hospitals, Bangalore (693, 1154, 773, 1161)
pendal-column-3: ಕಾರ್ಯದರ್ಶಿ ಶಂಕರ್ ಪಡುವಾರ್, ಖಜಾಂಚಿ ಪ್ರಶಾಂತ್, ಉಪಾಧ್ಯಕ್ಷ ನಾಗರಾಜ್ ಹಾಗೂ ನಿರ್ದೇಶಕರು, ಸಂಘದ ಸದಸ್ಯರು ಪಾಲ್ಗೊಂಡಿದ್ದರು. ಕಾರ್ಯಕ್ರಮದಲ್ಲಿ ಗಣ್ಯರನ್ನು ಸನ್ಮಾನಿಸಿ ಗೌರವಿಸಲಾಯಿತು. (294, 1010, 411, 1057)
